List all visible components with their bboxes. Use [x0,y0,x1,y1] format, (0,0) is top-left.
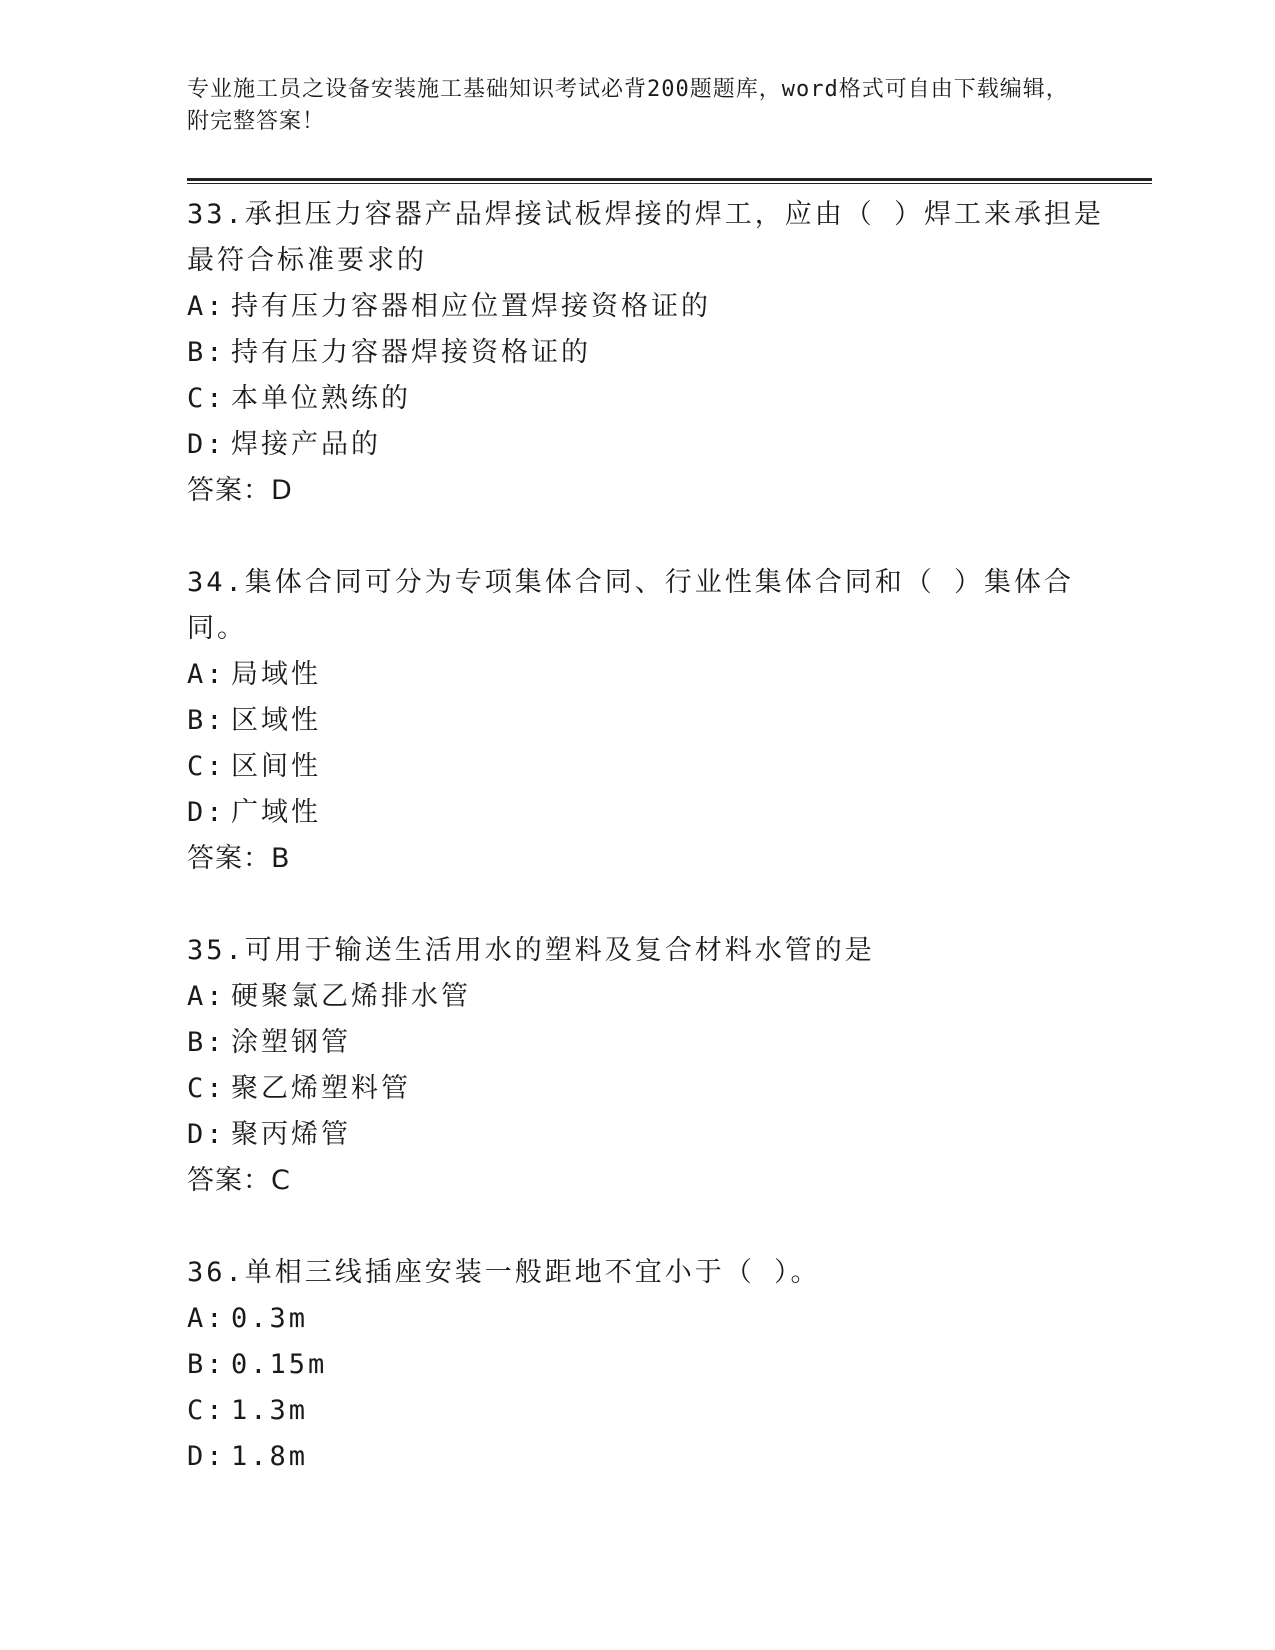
option-text: 硬聚氯乙烯排水管 [231,981,471,1012]
option-key: B: [187,1027,226,1058]
option-key: B: [187,1349,226,1380]
option-a [187,284,1107,330]
option-text: 区间性 [231,751,321,782]
option-key: A: [187,291,226,322]
option-text: 持有压力容器相应位置焊接资格证的 [231,291,711,322]
option-a [187,1296,1107,1342]
question-36 [187,1250,1107,1480]
option-c [187,1066,1107,1112]
question-list [187,192,1107,1526]
option-key: C: [187,383,226,414]
question-stem: 35.可用于输送生活用水的塑料及复合材料水管的是 [187,935,875,966]
option-key: D: [187,1441,226,1472]
answer-line: 答案：B [187,843,291,874]
question-stem: 34.集体合同可分为专项集体合同、行业性集体合同和（ ）集体合同。 [187,567,1075,644]
document-header: 专业施工员之设备安装施工基础知识考试必背200题题库，word格式可自由下载编辑，附完整答案！ [187,77,1069,134]
option-c [187,1388,1107,1434]
option-key: A: [187,659,226,690]
option-text: 广域性 [231,797,321,828]
answer-line: 答案：D [187,475,293,506]
question-35 [187,928,1107,1204]
option-key: B: [187,705,226,736]
option-c [187,376,1107,422]
option-a [187,652,1107,698]
question-33 [187,192,1107,514]
question-34 [187,560,1107,882]
option-text: 聚乙烯塑料管 [231,1073,411,1104]
option-text: 焊接产品的 [231,429,381,460]
option-text: 局域性 [231,659,321,690]
option-key: A: [187,981,226,1012]
option-key: D: [187,797,226,828]
question-stem: 36.单相三线插座安装一般距地不宜小于（ ）。 [187,1257,821,1288]
option-text: 1.3m [231,1395,309,1426]
option-key: D: [187,1119,226,1150]
option-text: 0.3m [231,1303,309,1334]
option-b [187,698,1107,744]
option-key: B: [187,337,226,368]
option-text: 涂塑钢管 [231,1027,351,1058]
option-text: 聚丙烯管 [231,1119,351,1150]
option-c [187,744,1107,790]
option-d [187,422,1107,468]
option-b [187,330,1107,376]
option-key: A: [187,1303,226,1334]
option-text: 区域性 [231,705,321,736]
option-a [187,974,1107,1020]
option-key: C: [187,1395,226,1426]
option-text: 0.15m [231,1349,328,1380]
option-d [187,1434,1107,1480]
question-stem: 33.承担压力容器产品焊接试板焊接的焊工，应由（ ）焊工来承担是最符合标准要求的 [187,199,1105,276]
option-b [187,1342,1107,1388]
option-b [187,1020,1107,1066]
option-key: D: [187,429,226,460]
option-text: 持有压力容器焊接资格证的 [231,337,591,368]
header-divider-thick [187,178,1152,181]
option-text: 本单位熟练的 [231,383,411,414]
option-key: C: [187,751,226,782]
option-text: 1.8m [231,1441,309,1472]
answer-line: 答案：C [187,1165,291,1196]
option-d [187,790,1107,836]
option-key: C: [187,1073,226,1104]
header-divider-thin [187,183,1152,184]
option-d [187,1112,1107,1158]
